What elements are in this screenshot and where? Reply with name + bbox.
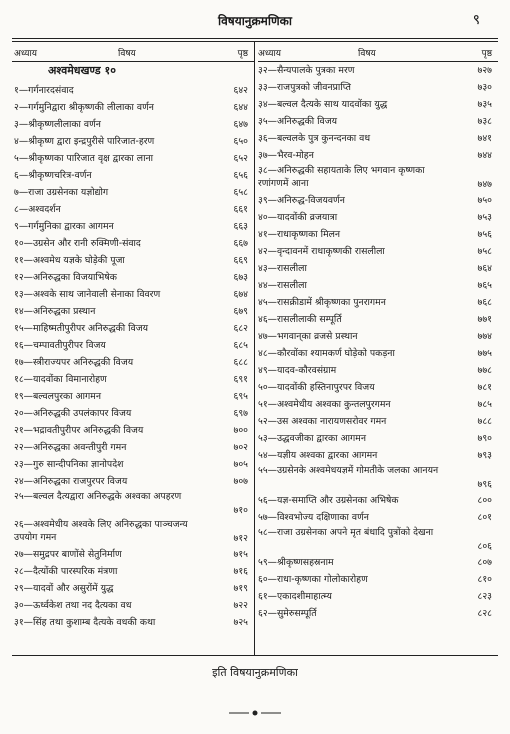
toc-entry-title: २९—यादवों और असुरोंमें युद्ध [14,583,114,594]
toc-entry [258,413,496,430]
toc-entry [258,226,496,243]
toc-entry-title: २३—गुरु सान्दीपनिका ज्ञानोपदेश [14,459,124,470]
toc-entry-page: ६४४ [233,102,248,113]
toc-entry-page: ७०० [233,425,248,436]
toc-entry-page: ७८५ [477,399,492,410]
toc-entry [14,422,252,439]
toc-entry-title: १०—उग्रसेन और रानी रुक्मिणी-संवाद [14,238,141,249]
toc-entry-title: ४०—यादवोंकी व्रजयात्रा [258,212,338,223]
toc-entry-title: १४—अनिरुद्धका प्रस्थान [14,306,96,317]
toc-entry-page: ७३० [477,82,492,93]
page-number: ९ [472,12,480,28]
toc-entry-page: ७६८ [477,297,492,308]
toc-entry-page: ६६३ [233,221,248,232]
toc-entry-title: ३०—ऊर्ध्वकेश तथा नद दैत्यका वध [14,600,132,611]
toc-entry [14,218,252,235]
toc-entry-page: ८०७ [477,557,492,568]
toc-entry-page: ६४७ [233,119,248,130]
toc-entry [14,546,252,563]
toc-entry-page: ६४२ [233,85,248,96]
toc-entry [14,439,252,456]
toc-entry-title: ४६—रासलीलाकी सम्पूर्ति [258,314,342,325]
toc-entry-title: १—गर्गनारदसंवाद [14,85,74,96]
toc-entry-page: ७७८ [477,365,492,376]
subject-header: विषय [118,49,136,59]
toc-entry [14,518,252,546]
toc-entry [258,328,496,345]
section-title [14,62,252,82]
toc-entry-page: ७१० [233,505,248,516]
toc-entry-title: ५८—राजा उग्रसेनका अपने मृत बंधादि पुत्रोंको देखना [258,527,434,538]
toc-entry-page: ६८५ [233,340,248,351]
toc-entry-title: १२—अनिरुद्धका विजयाभिषेक [14,272,117,283]
toc-entry-title: ३६—बल्वलके पुत्र कुनन्दनका वध [258,133,371,144]
toc-entry-page: ६६१ [233,204,248,215]
toc-entry-page: ६९१ [233,374,248,385]
toc-entry [14,235,252,252]
toc-entry [14,286,252,303]
toc-entry [258,192,496,209]
toc-entry [258,164,496,192]
toc-entry-page: ७१२ [233,533,248,544]
toc-entry-title: १६—चम्पावतीपुरीपर विजय [14,340,106,351]
toc-entry [258,379,496,396]
toc-entry [258,362,496,379]
toc-entry-page: ७७१ [477,314,492,325]
toc-entry-title: ३९—अनिरुद्ध-विजयवर्णन [258,195,345,206]
top-rule [12,38,498,39]
toc-entry [258,571,496,588]
toc-entry-title: ५३—उद्धवजीका द्वारका आगमन [258,433,366,444]
toc-entry-page: ६९५ [233,391,248,402]
toc-entry-title: ५५—उग्रसेनके अश्वमेधयज्ञमें गोमतीके जलका आनयन [258,465,439,476]
toc-entry [14,473,252,490]
toc-entry-page: ६५८ [233,187,248,198]
toc-entry [258,294,496,311]
toc-entry [258,62,496,79]
toc-entry [14,490,252,518]
toc-entry-title: २०—अनिरुद्धकी उपलंकापर विजय [14,408,132,419]
toc-entry-page: ८०१ [477,512,492,523]
toc-entry [258,113,496,130]
toc-entry-title: ६१—एकादशीमाहात्म्य [258,591,332,602]
toc-entry [258,260,496,277]
toc-entry-title: १७—स्त्रीराज्यपर अनिरुद्धकी विजय [14,357,134,368]
toc-entry-title: ४८—कौरवोंका श्यामकर्ण घोड़ेको पकड़ना [258,348,395,359]
toc-entry-title: ५२—उस अश्वका नारायणसरोवर गमन [258,416,387,427]
right-column [258,44,496,622]
toc-entry-title: ९—गर्गमुनिका द्वारका आगमन [14,221,114,232]
toc-entry [14,150,252,167]
toc-entry-title: ३८—अनिरुद्धकी सहायताके लिए भगवान कृष्णका रणांगणमें आना [258,165,425,189]
toc-entry-page: ८०० [477,495,492,506]
page-header-label: पृष्ठ [481,49,492,59]
toc-entry [14,580,252,597]
toc-entry [14,99,252,116]
toc-entry-title: २२—अनिरुद्धका अवन्तीपुरी गमन [14,442,127,453]
toc-entry-page: ७७५ [477,348,492,359]
toc-entry-title: ६०—राधा-कृष्णका गोलोकारोहण [258,574,368,585]
toc-entry-title: १५—माहिष्मतीपुरीपर अनिरुद्धकी विजय [14,323,149,334]
chapter-header: अध्याय [258,49,282,59]
toc-entry-title: २७—समुद्रपर बाणोंसे सेतुनिर्माण [14,549,122,560]
toc-entry [14,614,252,631]
toc-entry-page: ६८२ [233,323,248,334]
toc-entry-page: ६८८ [233,357,248,368]
toc-entry [14,456,252,473]
toc-entry-title: ५०—यादवोंकी हस्तिनापुरपर विजय [258,382,375,393]
toc-entry [14,563,252,580]
toc-entry [14,252,252,269]
toc-entry-page: ७५० [477,195,492,206]
toc-entry [258,464,496,492]
toc-entry-title: ४—श्रीकृष्ण द्वारा इन्द्रपुरीसे पारिजात-हरण [14,136,155,147]
toc-entry-title: ४७—भगवान्‌का व्रजसे प्रस्थान [258,331,358,342]
toc-entry-page: ६६९ [233,255,248,266]
toc-entry-page: ७७४ [477,331,492,342]
toc-entry-page: ६७९ [233,306,248,317]
toc-entry [14,405,252,422]
section-label: अश्वमेधखण्ड १० [48,64,116,77]
toc-entry-title: ५—श्रीकृष्णका पारिजात वृक्ष द्वारका लाना [14,153,154,164]
left-column [14,44,252,631]
toc-entry [258,243,496,260]
toc-entry-page: ७५६ [477,229,492,240]
toc-entry [14,354,252,371]
right-column-header [258,44,496,62]
toc-entry-title: ५९—श्रीकृष्णसहस्रनाम [258,557,334,568]
toc-entry-title: ४५—रासक्रीडामें श्रीकृष्णका पुनरागमन [258,297,386,308]
footer-text: इति विषयानुक्रमणिका [212,666,298,679]
toc-entry-page: ७८८ [477,416,492,427]
toc-entry-page: ६७३ [233,272,248,283]
toc-entry-page: ७६५ [477,280,492,291]
toc-entry-title: ४२—वृन्दावनमें राधाकृष्णकी रासलीला [258,246,385,257]
toc-entry-page: ८१० [477,574,492,585]
toc-entry-page: ८०६ [477,541,492,552]
toc-entry-title: ११—अश्वमेध यज्ञके घोड़ेकी पूजा [14,255,125,266]
toc-entry [258,509,496,526]
toc-entry-page: ७८१ [477,382,492,393]
bottom-rule [12,655,498,656]
toc-entry-page: ७१९ [233,583,248,594]
toc-entry [258,588,496,605]
toc-entry-page: ७९० [477,433,492,444]
toc-entry-title: ५४—यज्ञीय अश्वका द्वारका आगमन [258,450,378,461]
toc-entry-page: ७१५ [233,549,248,560]
subject-header: विषय [358,49,376,59]
toc-entry-page: ७३५ [477,99,492,110]
toc-entry-title: ३—श्रीकृष्णलीलाका वर्णन [14,119,101,130]
toc-entry-page: ७४१ [477,133,492,144]
toc-entry-title: ६—श्रीकृष्णचरित्र-वर्णन [14,170,92,181]
toc-entry-page: ७२७ [477,65,492,76]
toc-entry-title: १९—बल्वलपुरका आगमन [14,391,101,402]
toc-entry [14,201,252,218]
toc-entry-page: ७५३ [477,212,492,223]
toc-entry [258,554,496,571]
toc-entry [258,430,496,447]
toc-entry-title: ३३—राजपुत्रको जीवनप्राप्ति [258,82,351,93]
toc-entry-page: ७२५ [233,617,248,628]
toc-entry [258,209,496,226]
toc-entry-title: ३१—सिंह तथा कुशाम्ब दैत्यके वधकी कथा [14,617,156,628]
toc-entry-title: ३५—अनिरुद्धकी विजय [258,116,337,127]
toc-entry-page: ७०२ [233,442,248,453]
toc-entry [258,147,496,164]
toc-entry-title: ३२—सैन्यपालके पुत्रका मरण [258,65,355,76]
toc-entry-title: २—गर्गमुनिद्वारा श्रीकृष्णकी लीलाका वर्णन [14,102,154,113]
toc-entry-page: ६५६ [233,170,248,181]
toc-entry-title: ४३—रासलीला [258,263,307,274]
page-header-label: पृष्ठ [237,49,248,59]
toc-entry [258,605,496,622]
toc-entry [14,116,252,133]
toc-entry-title: ८—अश्वदर्शन [14,204,61,215]
toc-entry [258,447,496,464]
toc-entry [14,371,252,388]
toc-entry-page: ६६७ [233,238,248,249]
page-title: विषयानुक्रमणिका [218,14,292,28]
toc-entry [258,79,496,96]
toc-entry-title: ५७—विश्वभोज्य दक्षिणाका वर्णन [258,512,369,523]
toc-entry-title: २६—अश्वमेधीय अश्वके लिए अनिरुद्धका पाञ्चजन्य उपयोग गमन [14,519,188,543]
toc-entry-page: ७४७ [477,179,492,190]
toc-entry-page: ८२८ [477,608,492,619]
toc-entry [258,526,496,554]
toc-entry-title: १८—यादवोंका विमानारोहण [14,374,107,385]
toc-entry [14,597,252,614]
toc-entry-title: ४९—यादव-कौरवसंग्राम [258,365,337,376]
toc-entry-page: ७०७ [233,476,248,487]
toc-entry-page: ७४४ [477,150,492,161]
toc-entry-title: ३७—भैरव-मोहन [258,150,314,161]
toc-entry [14,133,252,150]
toc-entry [258,311,496,328]
toc-entry-page: ६७४ [233,289,248,300]
toc-entry-title: २४—अनिरुद्धका राजपुरपर विजय [14,476,128,487]
page-header [0,10,510,30]
toc-entry-page: ७९६ [477,479,492,490]
toc-entry [258,277,496,294]
toc-entry [258,492,496,509]
toc-entry-page: ७५८ [477,246,492,257]
toc-entry [14,184,252,201]
toc-entry [258,130,496,147]
toc-entry-page: ७१६ [233,566,248,577]
ornament-divider [229,709,281,717]
chapter-header: अध्याय [14,49,38,59]
toc-entry-title: ५६—यज्ञ-समाप्ति और उग्रसेनका अभिषेक [258,495,399,506]
toc-entry [14,337,252,354]
toc-entry-title: ६२—सुमेरुसम्पूर्ति [258,608,317,619]
toc-entry [14,82,252,99]
toc-entry [14,167,252,184]
toc-entry-page: ७६४ [477,263,492,274]
left-column-header [14,44,252,62]
top-rule-double [12,41,498,42]
toc-entry [14,388,252,405]
toc-entry [258,396,496,413]
toc-entry-title: ३४—बल्वल दैत्यके साथ यादवोंका युद्ध [258,99,388,110]
toc-entry-title: २८—दैत्योंकी पारस्परिक मंत्रणा [14,566,118,577]
toc-entry-page: ६५० [233,136,248,147]
toc-entry-title: १३—अश्वके साथ जानेवाली सेनाका विवरण [14,289,161,300]
toc-entry [14,269,252,286]
toc-entry-title: २१—भद्रावतीपुरीपर अनिरुद्धकी विजय [14,425,144,436]
column-divider [254,42,255,655]
toc-entry-page: ७९३ [477,450,492,461]
toc-entry-page: ७३८ [477,116,492,127]
toc-entry-page: ७२२ [233,600,248,611]
toc-entry-title: ७—राजा उग्रसेनका यज्ञोद्योग [14,187,109,198]
toc-entry-title: २५—बल्वल दैत्यद्वारा अनिरुद्धके अश्वका अपहरण [14,491,182,502]
toc-entry-page: ७०५ [233,459,248,470]
toc-entry-page: ८२३ [477,591,492,602]
toc-entry-title: ५१—अश्वमेधीय अश्वका कुन्तलपुरगमन [258,399,391,410]
toc-entry [258,96,496,113]
toc-entry-title: ४४—रासलीला [258,280,307,291]
toc-entry-page: ६५२ [233,153,248,164]
toc-entry [14,320,252,337]
toc-entry-title: ४१—राधाकृष्णका मिलन [258,229,341,240]
toc-entry [258,345,496,362]
toc-entry-page: ६९७ [233,408,248,419]
toc-entry [14,303,252,320]
